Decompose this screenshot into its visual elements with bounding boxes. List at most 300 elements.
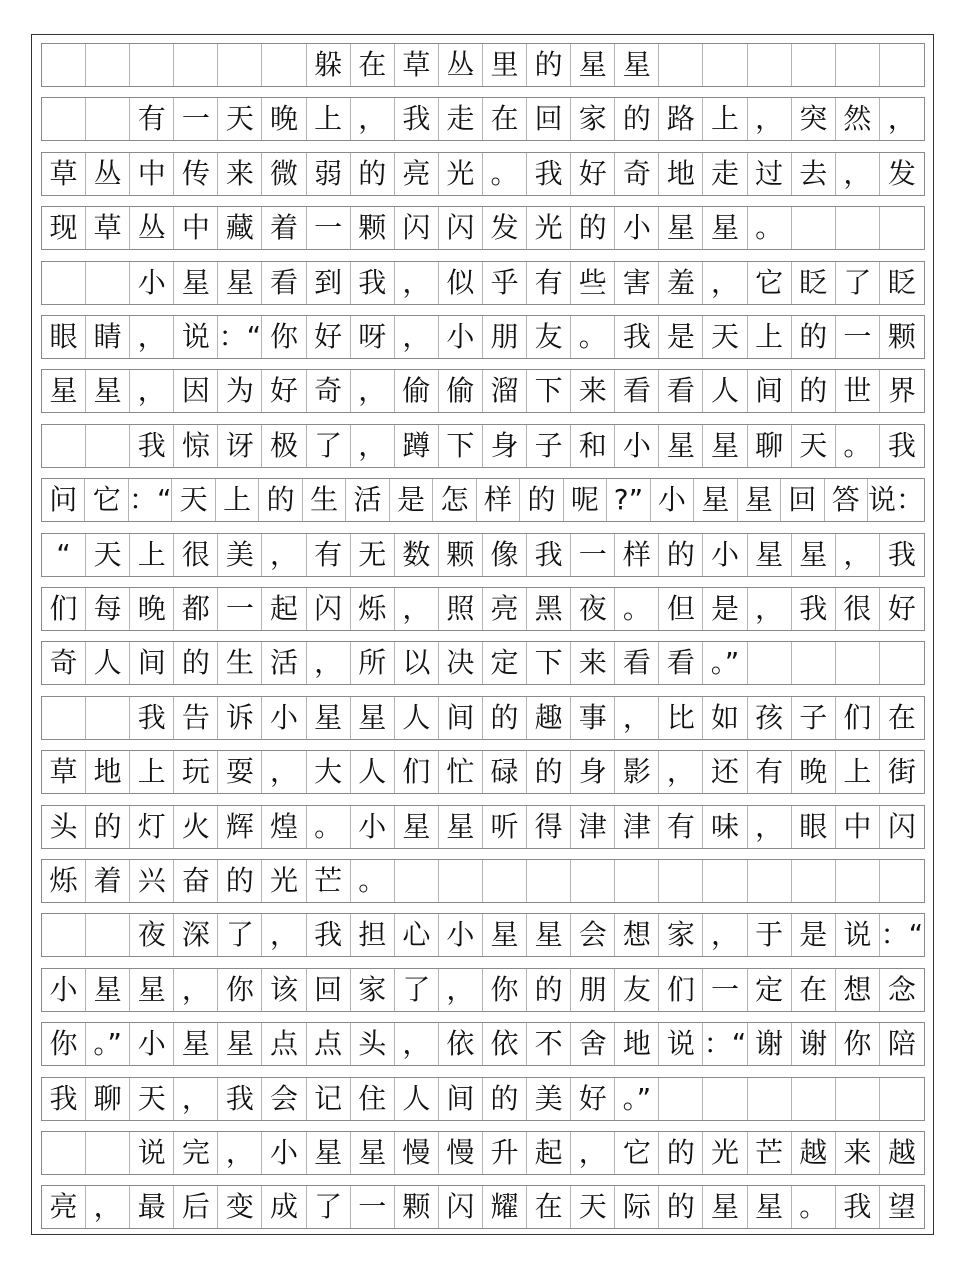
title-cell bbox=[703, 44, 747, 86]
title-cell bbox=[836, 44, 880, 86]
grid-cell bbox=[42, 425, 86, 467]
grid-cell: 闪 bbox=[307, 588, 351, 630]
grid-cell: 星 bbox=[659, 425, 703, 467]
grid-cell: 一 bbox=[174, 98, 218, 140]
grid-cell: 是 bbox=[792, 914, 836, 956]
grid-cell: ， bbox=[836, 534, 880, 576]
grid-cell bbox=[42, 914, 86, 956]
grid-cell: 眨 bbox=[792, 262, 836, 304]
grid-cell: 望 bbox=[887, 1190, 916, 1224]
grid-cell: 回 bbox=[527, 98, 571, 140]
grid-cell: 在 bbox=[887, 700, 916, 734]
grid-cell: 是 bbox=[659, 316, 703, 358]
grid-cell: 一 bbox=[703, 969, 747, 1011]
grid-cell: 了 bbox=[218, 914, 262, 956]
grid-cell: 地 bbox=[615, 1023, 659, 1065]
grid-cell: 担 bbox=[351, 914, 395, 956]
grid-cell bbox=[86, 914, 130, 956]
grid-cell: 。 bbox=[571, 316, 615, 358]
grid-cell: 孩 bbox=[748, 697, 792, 739]
grid-cell: 了 bbox=[307, 1186, 351, 1228]
grid-cell: “ bbox=[42, 534, 86, 576]
grid-cell: 美 bbox=[527, 1078, 571, 1120]
grid-cell: ， bbox=[439, 969, 483, 1011]
grid-cell: 夜 bbox=[130, 914, 174, 956]
grid-cell: 诉 bbox=[218, 697, 262, 739]
grid-cell: 我 bbox=[218, 1078, 262, 1120]
grid-cell: 星 bbox=[174, 1023, 218, 1065]
grid-cell: 子 bbox=[792, 697, 836, 739]
grid-cell: 现 bbox=[42, 207, 86, 249]
grid-cell: 的 bbox=[527, 969, 571, 1011]
grid-cell: 后 bbox=[174, 1186, 218, 1228]
grid-cell: 深 bbox=[174, 914, 218, 956]
grid-cell: 星 bbox=[703, 425, 747, 467]
grid-cell: 友 bbox=[615, 969, 659, 1011]
grid-cell: 小 bbox=[703, 534, 747, 576]
grid-cell: 小 bbox=[439, 316, 483, 358]
grid-cell bbox=[836, 860, 880, 902]
grid-cell: 似 bbox=[439, 262, 483, 304]
grid-cell: 街 bbox=[887, 755, 916, 789]
grid-cell bbox=[748, 860, 792, 902]
grid-cell: 子 bbox=[527, 425, 571, 467]
grid-cell bbox=[86, 262, 130, 304]
text-row bbox=[41, 478, 925, 522]
grid-cell: 星 bbox=[86, 969, 130, 1011]
grid-cell: 头 bbox=[351, 1023, 395, 1065]
grid-cell: ， bbox=[395, 588, 439, 630]
grid-cell: ：“ bbox=[129, 479, 173, 521]
grid-cell bbox=[395, 860, 439, 902]
grid-cell: 。 bbox=[615, 588, 659, 630]
grid-cell: 想 bbox=[836, 969, 880, 1011]
grid-cell: 人 bbox=[395, 697, 439, 739]
grid-cell: 我 bbox=[792, 588, 836, 630]
grid-cell: 我 bbox=[130, 425, 174, 467]
grid-cell: 升 bbox=[483, 1132, 527, 1174]
grid-cell bbox=[659, 1078, 703, 1120]
grid-cell: 我 bbox=[615, 316, 659, 358]
grid-cell: 下 bbox=[439, 425, 483, 467]
grid-cell: 它 bbox=[85, 479, 128, 521]
grid-cell: 想 bbox=[615, 914, 659, 956]
grid-cell: 草 bbox=[42, 751, 86, 793]
grid-cell: ， bbox=[351, 425, 395, 467]
grid-cell bbox=[615, 860, 659, 902]
grid-cell: 人 bbox=[395, 1078, 439, 1120]
grid-cell: 慢 bbox=[439, 1132, 483, 1174]
grid-cell: ：“ bbox=[703, 1023, 747, 1065]
grid-cell: 过 bbox=[748, 153, 792, 195]
title-cell: 星 bbox=[615, 44, 659, 86]
grid-cell: ， bbox=[351, 98, 395, 140]
grid-cell: 的 bbox=[259, 479, 302, 521]
grid-cell: 上 bbox=[307, 98, 351, 140]
grid-cell: 变 bbox=[218, 1186, 262, 1228]
grid-cell: 在 bbox=[483, 98, 527, 140]
grid-cell: 照 bbox=[439, 588, 483, 630]
grid-cell: 好 bbox=[307, 316, 351, 358]
grid-cell: 间 bbox=[439, 1078, 483, 1120]
grid-cell: 溜 bbox=[483, 370, 527, 412]
title-cell: 的 bbox=[527, 44, 571, 86]
grid-cell: 闪 bbox=[395, 207, 439, 249]
grid-cell: 弱 bbox=[307, 153, 351, 195]
grid-cell bbox=[703, 860, 747, 902]
grid-cell: 星 bbox=[439, 806, 483, 848]
grid-cell: ， bbox=[307, 642, 351, 684]
grid-cell bbox=[880, 642, 924, 684]
grid-cell: 上 bbox=[836, 751, 880, 793]
grid-cell: 路 bbox=[659, 98, 703, 140]
grid-cell: 晚 bbox=[262, 98, 306, 140]
grid-cell: 微 bbox=[262, 153, 306, 195]
grid-cell: 。 bbox=[836, 425, 880, 467]
grid-cell: 星 bbox=[703, 207, 747, 249]
grid-cell: 草 bbox=[42, 153, 86, 195]
grid-cell: 所 bbox=[351, 642, 395, 684]
grid-cell: 颗 bbox=[395, 1186, 439, 1228]
grid-cell: 兴 bbox=[130, 860, 174, 902]
grid-cell bbox=[880, 1078, 924, 1120]
grid-cell: 的 bbox=[792, 370, 836, 412]
grid-cell: 好 bbox=[262, 370, 306, 412]
grid-cell: ， bbox=[218, 1132, 262, 1174]
grid-cell: 。 bbox=[483, 153, 527, 195]
grid-cell: 亮 bbox=[42, 1186, 86, 1228]
grid-cell bbox=[659, 860, 703, 902]
grid-cell: 星 bbox=[703, 1186, 747, 1228]
grid-cell: 津 bbox=[615, 806, 659, 848]
grid-cell: 惊 bbox=[174, 425, 218, 467]
grid-cell: 家 bbox=[571, 98, 615, 140]
grid-cell: ， bbox=[395, 1023, 439, 1065]
grid-cell: 一 bbox=[218, 588, 262, 630]
grid-cell: 间 bbox=[439, 697, 483, 739]
grid-cell: 偷 bbox=[439, 370, 483, 412]
grid-cell: 谢 bbox=[748, 1023, 792, 1065]
grid-cell: 然 bbox=[836, 98, 880, 140]
grid-cell: 它 bbox=[615, 1132, 659, 1174]
grid-cell: 头 bbox=[42, 806, 86, 848]
text-row bbox=[41, 315, 925, 359]
grid-cell: 闪 bbox=[439, 1186, 483, 1228]
text-row bbox=[41, 859, 925, 903]
grid-cell: 们 bbox=[659, 969, 703, 1011]
grid-cell: 数 bbox=[395, 534, 439, 576]
grid-cell: 的 bbox=[86, 806, 130, 848]
grid-cell: 有 bbox=[527, 262, 571, 304]
grid-cell: 了 bbox=[395, 969, 439, 1011]
grid-cell: 小 bbox=[615, 207, 659, 249]
grid-cell: 星 bbox=[792, 534, 836, 576]
grid-cell bbox=[703, 1078, 747, 1120]
grid-cell: 定 bbox=[483, 642, 527, 684]
grid-cell: 该 bbox=[262, 969, 306, 1011]
grid-cell: 聊 bbox=[86, 1078, 130, 1120]
grid-cell: ， bbox=[748, 588, 792, 630]
title-cell bbox=[748, 44, 792, 86]
grid-cell: 友 bbox=[527, 316, 571, 358]
grid-cell: 怎 bbox=[433, 479, 476, 521]
grid-cell: 活 bbox=[262, 642, 306, 684]
grid-cell: 有 bbox=[659, 806, 703, 848]
grid-cell: 星 bbox=[86, 370, 130, 412]
grid-cell: 了 bbox=[307, 425, 351, 467]
grid-cell: 来 bbox=[836, 1132, 880, 1174]
grid-cell: 。 bbox=[792, 1186, 836, 1228]
grid-cell: 眨 bbox=[887, 265, 916, 299]
grid-cell: 舍 bbox=[571, 1023, 615, 1065]
grid-cell: 家 bbox=[659, 914, 703, 956]
grid-cell: 发 bbox=[887, 156, 916, 190]
grid-cell: 光 bbox=[262, 860, 306, 902]
grid-cell: 一 bbox=[307, 207, 351, 249]
grid-cell: 有 bbox=[307, 534, 351, 576]
grid-cell: 点 bbox=[262, 1023, 306, 1065]
grid-cell: 我 bbox=[887, 428, 916, 462]
grid-cell: 的 bbox=[520, 479, 563, 521]
grid-cell: 生 bbox=[303, 479, 346, 521]
grid-cell: 星 bbox=[527, 914, 571, 956]
grid-cell: 是 bbox=[390, 479, 433, 521]
grid-cell: 。” bbox=[86, 1023, 130, 1065]
grid-cell: 颗 bbox=[439, 534, 483, 576]
grid-cell: 看 bbox=[659, 642, 703, 684]
grid-cell bbox=[42, 697, 86, 739]
text-row bbox=[41, 261, 925, 305]
grid-cell: 依 bbox=[483, 1023, 527, 1065]
text-row bbox=[41, 424, 925, 468]
grid-cell bbox=[792, 1078, 836, 1120]
grid-cell: 最 bbox=[130, 1186, 174, 1228]
grid-cell: 以 bbox=[395, 642, 439, 684]
grid-cell: 中 bbox=[130, 153, 174, 195]
grid-cell: 我 bbox=[836, 1186, 880, 1228]
grid-cell: 得 bbox=[527, 806, 571, 848]
grid-cell: 上 bbox=[130, 534, 174, 576]
grid-cell bbox=[86, 98, 130, 140]
grid-cell: 。 bbox=[307, 806, 351, 848]
grid-cell: 你 bbox=[42, 1023, 86, 1065]
grid-cell: 丛 bbox=[130, 207, 174, 249]
grid-cell: 小 bbox=[439, 914, 483, 956]
grid-cell bbox=[748, 642, 792, 684]
grid-cell: 它 bbox=[748, 262, 792, 304]
grid-cell: 世 bbox=[836, 370, 880, 412]
grid-cell: 影 bbox=[615, 751, 659, 793]
grid-cell: 地 bbox=[86, 751, 130, 793]
grid-cell bbox=[86, 697, 130, 739]
grid-cell: 人 bbox=[86, 642, 130, 684]
grid-cell: 陪 bbox=[887, 1027, 916, 1061]
grid-cell: 亮 bbox=[483, 588, 527, 630]
grid-cell: 住 bbox=[351, 1078, 395, 1120]
grid-cell: 记 bbox=[307, 1078, 351, 1120]
grid-cell: 我 bbox=[527, 153, 571, 195]
grid-cell: 说 bbox=[174, 316, 218, 358]
grid-cell: 星 bbox=[694, 479, 737, 521]
grid-cell: 闪 bbox=[887, 809, 916, 843]
grid-cell: 晚 bbox=[130, 588, 174, 630]
grid-cell bbox=[748, 1078, 792, 1120]
grid-cell: ， bbox=[703, 914, 747, 956]
grid-cell: 着 bbox=[262, 207, 306, 249]
grid-cell: 光 bbox=[527, 207, 571, 249]
grid-cell: 星 bbox=[351, 697, 395, 739]
grid-cell: ， bbox=[748, 98, 792, 140]
grid-cell: 天 bbox=[172, 479, 215, 521]
text-row bbox=[41, 641, 925, 685]
grid-cell: 会 bbox=[571, 914, 615, 956]
grid-cell: 小 bbox=[615, 425, 659, 467]
grid-cell: ， bbox=[748, 806, 792, 848]
grid-cell: 颗 bbox=[887, 320, 916, 353]
grid-cell: 说 bbox=[836, 914, 880, 956]
grid-cell: 样 bbox=[477, 479, 520, 521]
grid-cell: ， bbox=[130, 316, 174, 358]
grid-cell: 人 bbox=[703, 370, 747, 412]
grid-cell: 是 bbox=[703, 588, 747, 630]
grid-cell: 耀 bbox=[483, 1186, 527, 1228]
grid-cell: 藏 bbox=[218, 207, 262, 249]
grid-cell: 我 bbox=[351, 262, 395, 304]
grid-cell: 星 bbox=[483, 914, 527, 956]
grid-cell: 奇 bbox=[307, 370, 351, 412]
grid-cell: 比 bbox=[659, 697, 703, 739]
grid-cell: 光 bbox=[439, 153, 483, 195]
grid-cell: 的 bbox=[615, 98, 659, 140]
grid-cell: 星 bbox=[218, 1023, 262, 1065]
grid-cell: 说 bbox=[659, 1023, 703, 1065]
grid-cell: 活 bbox=[346, 479, 389, 521]
grid-cell bbox=[792, 860, 836, 902]
grid-cell: ， bbox=[836, 153, 880, 195]
grid-cell: 下 bbox=[527, 642, 571, 684]
grid-cell: 的 bbox=[483, 1078, 527, 1120]
grid-cell: 上 bbox=[703, 98, 747, 140]
grid-cell: 中 bbox=[836, 806, 880, 848]
grid-cell: 起 bbox=[527, 1132, 571, 1174]
grid-cell: 点 bbox=[307, 1023, 351, 1065]
grid-cell: 定 bbox=[748, 969, 792, 1011]
text-row bbox=[41, 97, 925, 141]
grid-cell: 心 bbox=[395, 914, 439, 956]
grid-cell: ， bbox=[887, 102, 916, 136]
title-cell bbox=[42, 44, 86, 86]
grid-cell bbox=[42, 98, 86, 140]
grid-cell: 的 bbox=[527, 751, 571, 793]
grid-cell: 回 bbox=[781, 479, 824, 521]
grid-cell: 告 bbox=[174, 697, 218, 739]
text-row bbox=[41, 533, 925, 577]
grid-cell: 小 bbox=[130, 262, 174, 304]
grid-cell: 际 bbox=[615, 1186, 659, 1228]
grid-cell: ?” bbox=[607, 479, 650, 521]
grid-cell: 眼 bbox=[792, 806, 836, 848]
grid-cell: 身 bbox=[483, 425, 527, 467]
grid-cell: 们 bbox=[42, 588, 86, 630]
grid-cell: ， bbox=[262, 751, 306, 793]
grid-cell: 很 bbox=[836, 588, 880, 630]
grid-cell: 星 bbox=[748, 534, 792, 576]
grid-cell: 成 bbox=[262, 1186, 306, 1228]
title-cell bbox=[659, 44, 703, 86]
grid-cell: 看 bbox=[615, 370, 659, 412]
grid-cell: 的 bbox=[218, 860, 262, 902]
grid-cell: 小 bbox=[262, 1132, 306, 1174]
grid-cell: 样 bbox=[615, 534, 659, 576]
grid-cell: 说 bbox=[130, 1132, 174, 1174]
text-row bbox=[41, 805, 925, 849]
grid-cell: 天 bbox=[86, 534, 130, 576]
grid-cell: 呢 bbox=[564, 479, 607, 521]
grid-cell: 人 bbox=[351, 751, 395, 793]
grid-cell: 的 bbox=[571, 207, 615, 249]
grid-cell: 讶 bbox=[218, 425, 262, 467]
grid-cell: 。” bbox=[703, 642, 747, 684]
grid-cell: 奇 bbox=[42, 642, 86, 684]
grid-cell: 味 bbox=[703, 806, 747, 848]
title-cell bbox=[880, 44, 924, 86]
grid-cell: 烁 bbox=[42, 860, 86, 902]
grid-cell bbox=[836, 207, 880, 249]
grid-cell: ， bbox=[262, 914, 306, 956]
grid-cell: 起 bbox=[262, 588, 306, 630]
grid-cell: 星 bbox=[42, 370, 86, 412]
grid-cell: 朋 bbox=[483, 316, 527, 358]
grid-cell: 们 bbox=[395, 751, 439, 793]
grid-cell: 光 bbox=[703, 1132, 747, 1174]
grid-cell: ， bbox=[86, 1186, 130, 1228]
grid-cell: 趣 bbox=[527, 697, 571, 739]
grid-cell: 很 bbox=[174, 534, 218, 576]
grid-cell: 草 bbox=[86, 207, 130, 249]
grid-cell: 因 bbox=[174, 370, 218, 412]
grid-cell: 玩 bbox=[174, 751, 218, 793]
grid-cell: 你 bbox=[262, 316, 306, 358]
grid-cell: 美 bbox=[218, 534, 262, 576]
grid-cell: ：“ bbox=[880, 918, 924, 952]
grid-cell: 火 bbox=[174, 806, 218, 848]
grid-cell: 我 bbox=[42, 1078, 86, 1120]
grid-cell: 一 bbox=[571, 534, 615, 576]
grid-cell: 小 bbox=[351, 806, 395, 848]
grid-cell: 。 bbox=[748, 207, 792, 249]
grid-cell: 发 bbox=[483, 207, 527, 249]
text-row bbox=[41, 750, 925, 794]
grid-cell: 和 bbox=[571, 425, 615, 467]
grid-cell: 天 bbox=[130, 1078, 174, 1120]
grid-cell bbox=[42, 262, 86, 304]
grid-cell: 好 bbox=[571, 153, 615, 195]
grid-cell: ， bbox=[395, 262, 439, 304]
grid-cell: 突 bbox=[792, 98, 836, 140]
title-cell: 丛 bbox=[439, 44, 483, 86]
grid-cell: 无 bbox=[351, 534, 395, 576]
text-row bbox=[41, 587, 925, 631]
grid-cell: ， bbox=[262, 534, 306, 576]
title-cell bbox=[262, 44, 306, 86]
grid-cell: 在 bbox=[527, 1186, 571, 1228]
grid-cell: 星 bbox=[130, 969, 174, 1011]
grid-cell: 天 bbox=[571, 1186, 615, 1228]
grid-cell: 上 bbox=[130, 751, 174, 793]
grid-cell: 每 bbox=[86, 588, 130, 630]
grid-cell: 问 bbox=[42, 479, 85, 521]
title-cell: 里 bbox=[483, 44, 527, 86]
